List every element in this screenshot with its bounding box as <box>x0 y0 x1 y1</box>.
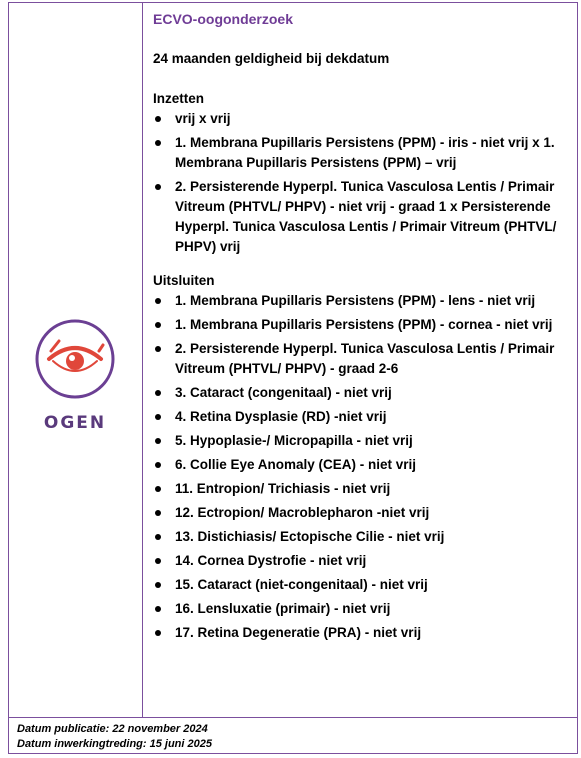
inzetten-heading: Inzetten <box>153 91 205 106</box>
ogen-logo <box>33 317 117 437</box>
list-item: vrij x vrij <box>153 109 569 129</box>
content-column <box>143 3 577 717</box>
list-item: 15. Cataract (niet-congenitaal) - niet vrij <box>153 575 569 595</box>
list-item: 4. Retina Dysplasie (RD) -niet vrij <box>153 407 569 427</box>
list-item: 6. Collie Eye Anomaly (CEA) - niet vrij <box>153 455 569 475</box>
list-item: 16. Lensluxatie (primair) - niet vrij <box>153 599 569 619</box>
validity-text: 24 maanden geldigheid bij dekdatum <box>153 51 390 66</box>
effective-date: Datum inwerkingtreding: 15 juni 2025 <box>17 738 212 750</box>
list-item: 1. Membrana Pupillaris Persistens (PPM) - lens - niet vrij <box>153 291 569 311</box>
logo-text: OGEN <box>43 413 107 433</box>
list-item: 1. Membrana Pupillaris Persistens (PPM) - iris - niet vrij x 1. Membrana Pupillaris Persistens (PPM) – vrij <box>153 133 569 173</box>
uitsluiten-list <box>153 291 569 643</box>
list-item: 14. Cornea Dystrofie - niet vrij <box>153 551 569 571</box>
list-item: 13. Distichiasis/ Ectopische Cilie - niet vrij <box>153 527 569 547</box>
publication-date: Datum publicatie: 22 november 2024 <box>17 723 208 735</box>
page-title: ECVO-oogonderzoek <box>153 11 294 27</box>
list-item: 11. Entropion/ Trichiasis - niet vrij <box>153 479 569 499</box>
eye-icon <box>33 317 117 401</box>
inzetten-list <box>153 109 569 257</box>
uitsluiten-heading: Uitsluiten <box>153 273 215 288</box>
list-item: 5. Hypoplasie-/ Micropapilla - niet vrij <box>153 431 569 451</box>
list-item: 2. Persisterende Hyperpl. Tunica Vasculosa Lentis / Primair Vitreum (PHTVL/ PHPV) - niet vrij - graad 1 x Persisterende Hyperpl. Tunica Vasculosa Lentis / Primair Vitreum (PHTVL/ PHPV) vrij <box>153 177 569 257</box>
logo-column <box>9 3 143 717</box>
list-item: 2. Persisterende Hyperpl. Tunica Vasculosa Lentis / Primair Vitreum (PHTVL/ PHPV) - graad 2-6 <box>153 339 569 379</box>
document-card <box>8 2 578 754</box>
list-item: 3. Cataract (congenitaal) - niet vrij <box>153 383 569 403</box>
footer <box>9 717 577 753</box>
list-item: 12. Ectropion/ Macroblepharon -niet vrij <box>153 503 569 523</box>
list-item: 17. Retina Degeneratie (PRA) - niet vrij <box>153 623 569 643</box>
list-item: 1. Membrana Pupillaris Persistens (PPM) - cornea - niet vrij <box>153 315 569 335</box>
